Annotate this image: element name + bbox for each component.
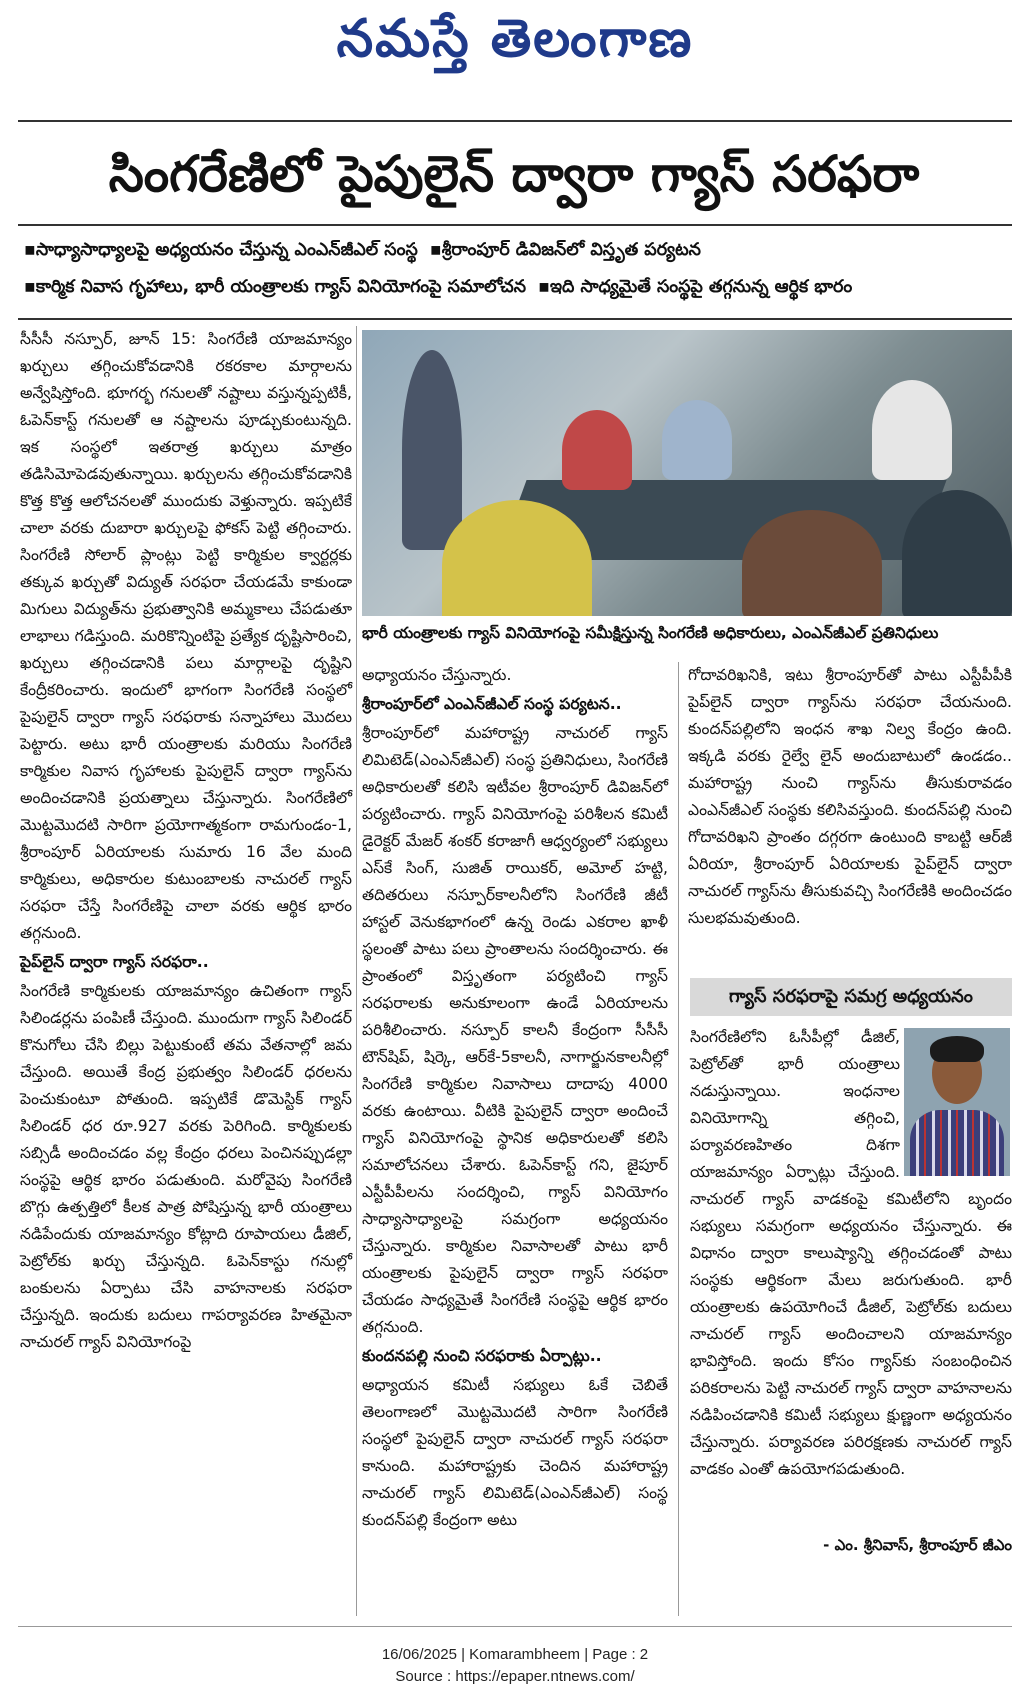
col2-para-1: అధ్యాయనం చేస్తున్నారు. — [362, 666, 512, 684]
sidebar-box-title: గ్యాస్ సరఫరాపై సమగ్ర అధ్యయనం — [690, 978, 1012, 1016]
article-column-3 — [688, 662, 1012, 932]
photo-person — [902, 490, 1012, 616]
byline: - ఎం. శ్రీనివాస్, శ్రీరాంపూర్ జీఎం — [823, 1536, 1012, 1554]
footer-source[interactable]: Source : https://epaper.ntnews.com/ — [395, 1668, 635, 1685]
subheads — [24, 232, 1014, 306]
photo-person — [562, 410, 632, 490]
top-divider — [18, 120, 1012, 122]
col1-para-2: సింగరేణి కార్మికులకు యాజమాన్యం ఉచితంగా గ్యాస్ సిలిండర్లను పంపిణీ చేస్తుంది. ముందుగా గ్యాస్ సిలిండర్ కొనుగోలు చేసి బిల్లు పెట్టుకుంటే తమ వేతనాల్లో జమ చేస్తుంది. అయితే కేంద్ర ప్రభుత్వం సిలిండర్ ధరలను పెంచుకుంటూ పోతుంది. ఇప్పటికే డొమెస్టిక్ గ్యాస్ సిలిండర్ ధర రూ.927 వరకు పెరిగింది. కార్మికులకు సబ్సిడీ అందించడం వల్ల కేంద్రం ధరలు పెంచినప్పుడల్లా సంస్థపై ఆర్థిక భారం పడుతుంది. మరోవైపు సింగరేణి బొగ్గు ఉత్పత్తిలో కీలక పాత్ర పోషిస్తున్న భారీ యంత్రాలు నడిపేందుకు యాజమాన్యం కోట్లాది రూపాయలు డీజిల్, పెట్రోల్‌కు ఖర్చు చేస్తున్నది. ఓపెన్‌కాస్టు గనుల్లో బంకులను ఏర్పాటు చేసి వాహనాలకు సరఫరా చేస్తున్నది. ఇందుకు బదులు గాపర్యావరణ హితమైనా నాచురల్ గ్యాస్ వినియోగంపై — [20, 982, 352, 1351]
sidebar-box-text — [690, 1024, 1012, 1483]
col2-subheading-2: కుందనపల్లి నుంచి సరఫరాకు ఏర్పాట్లు.. — [362, 1347, 602, 1365]
footer — [0, 1644, 1030, 1688]
footer-date-page: 16/06/2025 | Komarambheem | Page : 2 — [381, 1646, 649, 1663]
photo-person — [742, 510, 882, 616]
portrait-spacer — [900, 1024, 1012, 1172]
article-column-1 — [20, 326, 352, 1356]
col2-para-3: అధ్యాయన కమిటీ సభ్యులు ఓకే చెబితే తెలంగాణలో మొట్టమొదటి సారిగా సింగరేణి సంస్థలో పైపులైన్ ద్వారా నాచురల్ గ్యాస్ సరఫరా కానుంది. మహారాష్ట్రకు చెందిన మహారాష్ట్ర నాచురల్ గ్యాస్ లిమిటెడ్(ఎంఎన్‌జీఎల్) సంస్థ కుందన్‌పల్లి కేంద్రంగా అటు — [362, 1376, 668, 1529]
column-divider-1 — [356, 326, 357, 1616]
column-divider-2 — [678, 662, 679, 1616]
subhead-2: ▪శ్రీరాంపూర్ డివిజన్‌లో విస్తృత పర్యటన — [429, 240, 701, 260]
page-title: సింగరేణిలో పైపులైన్ ద్వారా గ్యాస్ సరఫరా — [108, 145, 920, 203]
col2-subheading-1: శ్రీరాంపూర్‌లో ఎంఎన్‌జీఎల్ సంస్థ పర్యటన.. — [362, 695, 622, 713]
photo-person — [402, 350, 462, 550]
photo-person — [662, 400, 732, 480]
subhead-4: ▪ఇది సాధ్యమైతే సంస్థపై తగ్గనున్న ఆర్థిక భారం — [538, 277, 853, 297]
photo-caption: భారీ యంత్రాలకు గ్యాస్ వినియోగంపై సమీక్షిస్తున్న సింగరేణి అధికారులు, ఎంఎన్‌జీఎల్ ప్రతినిధులు — [362, 624, 939, 642]
subhead-3: ▪కార్మిక నివాస గృహాలు, భారీ యంత్రాలకు గ్యాస్ వినియోగంపై సమాలోచన — [24, 277, 526, 297]
subhead-divider — [18, 318, 1012, 320]
masthead-logo: నమస్తే తెలంగాణ — [336, 8, 694, 69]
headline-divider — [18, 224, 1012, 226]
article-column-2 — [362, 662, 668, 1534]
subhead-1: ▪సాధ్యాసాధ్యాలపై అధ్యయనం చేస్తున్న ఎంఎన్‌జీఎల్ సంస్థ — [24, 240, 418, 260]
photo-person — [872, 380, 952, 480]
col2-para-2: శ్రీరాంపూర్‌లో మహారాష్ట్ర నాచురల్ గ్యాస్ లిమిటెడ్(ఎంఎన్‌జీఎల్) సంస్థ ప్రతినిధులు, సింగరేణి అధికారులతో కలిసి ఇటీవల శ్రీరాంపూర్ డివిజన్‌లో పర్యటించారు. గ్యాస్ వినియోగంపై పరిశీలన కమిటీ డైరెక్టర్ మేజర్ శంకర్ కరాజాగీ ఆధ్వర్యంలో సభ్యులు ఎస్‌కే సింగ్, సుజిత్ రాయికర్, అమోల్ హట్టి, తదితరులు నస్పూర్‌కాలనీలోని సింగరేణి జీటీ హాస్టల్ వెనుకభాగంలో ఉన్న రెండు ఎకరాల ఖాళీ స్థలంతో పాటు పలు ప్రాంతాలను సందర్శించారు. ఈ ప్రాంతంలో విస్తృతంగా పర్యటించి గ్యాస్ సరఫరాలకు అనుకూలంగా ఉండే ఏరియాలను పరిశీలించారు. నస్పూర్ కాలనీ కేంద్రంగా సీసీసీ టౌన్‌షిప్, షిర్కె, ఆర్‌కే-5కాలనీ, నాగార్జునకాలనీల్లో సింగరేణి కార్మికుల నివాసాలు దాదాపు 4000 వరకు ఉంటాయి. వీటికి పైపులైన్ ద్వారా అందించే గ్యాస్ వినియోగంపై స్థానిక అధికారులతో కలిసి సమాలోచనలు చేశారు. ఓపెన్‌కాస్ట్ గని, జైపూర్ ఎస్టీపీపీలను సందర్శించి, గ్యాస్ వినియోగం సాధ్యాసాధ్యాలపై సమగ్రంగా అధ్యయనం చేస్తున్నారు. కార్మికుల నివాసాలతో పాటు భారీ యంత్రాలకు పైపులైన్ ద్వారా గ్యాస్ సరఫరా చేయడం సాధ్యమైతే సింగరేణి సంస్థపై ఆర్థిక భారం తగ్గనుంది. — [362, 724, 668, 1336]
meeting-photo — [362, 330, 1012, 616]
col1-para-1: సీసీసీ నస్పూర్, జూన్ 15: సింగరేణి యాజమాన్యం ఖర్చులు తగ్గించుకోవడానికి రకరకాల మార్గాలను అన్వేషిస్తోంది. భూగర్భ గనులతో నష్టాలు వస్తున్నప్పటికీ, ఓపెన్‌కాస్ట్ గనులతో ఆ నష్టాలను పూడ్చుకుంటున్నది. ఇక సంస్థలో ఇతరాత్ర ఖర్చులు మాత్రం తడిసిమోపెడవుతున్నాయి. ఖర్చులను తగ్గించుకోవడానికి కొత్త కొత్త ఆలోచనలతో ముందుకు వెళ్తున్నారు. ఇప్పటికే చాలా వరకు దుబారా ఖర్చులపై ఫోకస్ పెట్టి తగ్గించారు. సింగరేణి సోలార్ ప్లాంట్లు పెట్టి కార్మికుల క్వార్టర్లకు తక్కువ ఖర్చుతో విద్యుత్ సరఫరా చేయడమే కాకుండా మిగులు విద్యుత్‌ను ప్రభుత్వానికి అమ్మకాలు చేపడుతూ లాభాలు గడిస్తుంది. మరికొన్నింటిపై ప్రత్యేక దృష్టిసారించి, ఖర్చులు తగ్గించడానికి పలు మార్గాలపై దృష్టిని కేంద్రీకరించారు. ఇందులో భాగంగా సింగరేణి సంస్థలో పైపులైన్ ద్వారా గ్యాస్ సరఫరాకు సన్నాహాలు మొదలు పెట్టారు. అటు భారీ యంత్రాలకు మరియు సింగరేణి కార్మికుల నివాస గృహాలకు పైపులైన్ ద్వారా గ్యాస్‌ను అందించడానికి ప్రయత్నాలు చేస్తున్నారు. సింగరేణిలో మొట్టమొదటి సారిగా ప్రయోగాత్మకంగా రామగుండం-1, శ్రీరాంపూర్ ఏరియాలకు సుమారు 16 వేల మంది కార్మికులు, అధికారుల కుటుంబాలకు నాచురల్ గ్యాస్ సరఫరా చేస్తే సింగరేణిపై చాలా వరకు ఆర్థిక భారం తగ్గనుంది. — [20, 330, 352, 942]
col3-para-1: గోదావరిఖనికి, ఇటు శ్రీరాంపూర్‌తో పాటు ఎస్టీపీపీకి పైప్‌లైన్ ద్వారా గ్యాస్‌ను సరఫరా చేయనుంది. కుందన్‌పల్లిలోని ఇంధన శాఖ నిల్వ కేంద్రం ఉంది. ఇక్కడి వరకు రైల్వే లైన్ అందుబాటులో ఉండడం.. మహారాష్ట్ర నుంచి గ్యాస్‌ను తీసుకురావడం ఎంఎన్‌జీఎల్ సంస్థకు కలిసివస్తుంది. కుందన్‌పల్లి నుంచి గోదావరిఖని ప్రాంతం దగ్గరగా ఉంటుంది కాబట్టి ఆర్‌జీ ఏరియా, శ్రీరాంపూర్ ఏరియాలకు పైప్‌లైన్ ద్వారా నాచురల్ గ్యాస్‌ను తీసుకువచ్చి సింగరేణికి అందించడం సులభమవుతుంది. — [688, 666, 1012, 927]
col1-subheading: పైప్‌లైన్ ద్వారా గ్యాస్ సరఫరా.. — [20, 953, 209, 971]
bottom-divider — [18, 1626, 1012, 1627]
sidebar-box-body: సింగరేణిలోని ఓసీపీల్లో డీజిల్, పెట్రోల్‌తో భారీ యంత్రాలు నడుస్తున్నాయి. ఇంధనాల వినియోగాన్ని తగ్గించి, పర్యావరణహితం దిశగా యాజమాన్యం ఏర్పాట్లు చేస్తుంది. నాచురల్ గ్యాస్ వాడకంపై కమిటీలోని బృందం సభ్యులు సమగ్రంగా అధ్యయనం చేస్తున్నారు. ఈ విధానం ద్వారా కాలుష్యాన్ని తగ్గించడంతో పాటు సంస్థకు ఆర్థికంగా మేలు జరుగుతుంది. భారీ యంత్రాలకు ఉపయోగించే డీజిల్, పెట్రోల్‌కు బదులు నాచురల్ గ్యాస్ అందించాలని యాజమాన్యం భావిస్తోంది. ఇందు కోసం గ్యాస్‌కు సంబంధించిన పరికరాలను పెట్టి నాచురల్ గ్యాస్ ద్వారా వాహనాలను నడిపించడానికి కమిటీ సభ్యులు క్షుణ్ణంగా అధ్యయనం చేస్తున్నారు. పర్యావరణ పరిరక్షణకు నాచురల్ గ్యాస్ వాడకం ఎంతో ఉపయోగపడుతుంది. — [690, 1028, 1012, 1478]
